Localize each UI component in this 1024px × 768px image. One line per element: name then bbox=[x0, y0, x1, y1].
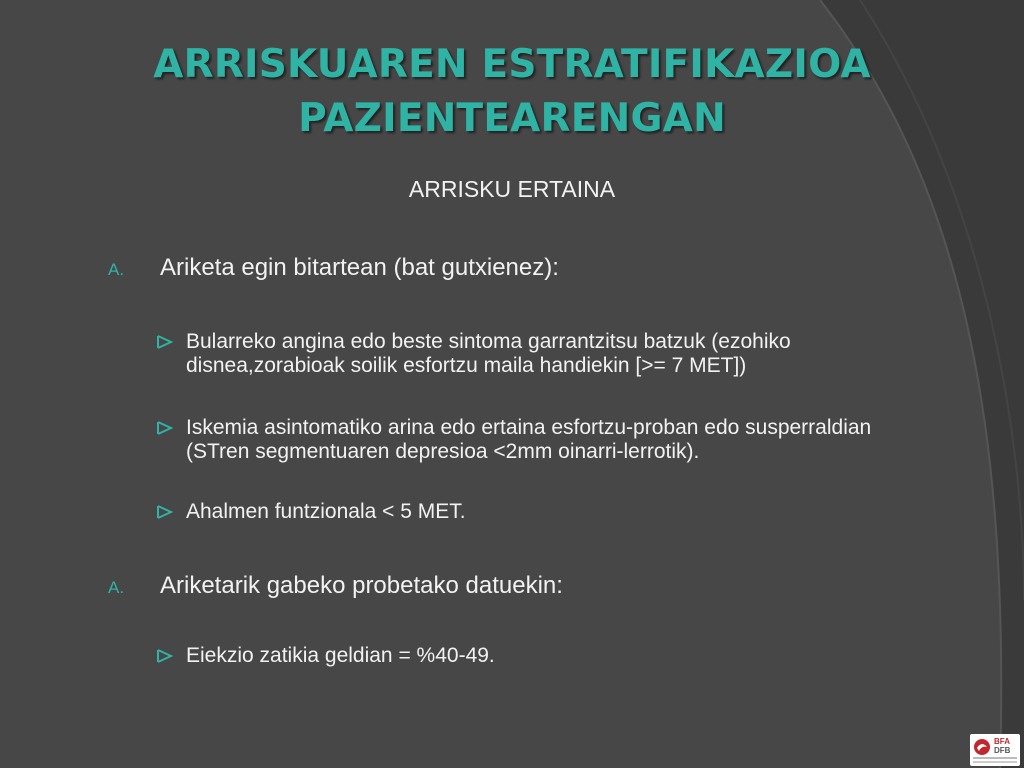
slide-subtitle: ARRISKU ERTAINA bbox=[408, 176, 616, 202]
list-item bbox=[156, 330, 936, 378]
section-a-heading-text: Ariketa egin bitartean (bat gutxienez): bbox=[160, 254, 559, 281]
arrow-bullet-icon bbox=[156, 420, 176, 436]
list-item bbox=[156, 500, 936, 524]
section-b-heading bbox=[108, 572, 563, 600]
list-marker: A. bbox=[108, 578, 125, 597]
logo-text-bfa: BFA bbox=[994, 737, 1010, 746]
bullet-text: Eiekzio zatikia geldian = %40-49. bbox=[186, 644, 495, 667]
title-line-2: PAZIENTEARENGAN bbox=[298, 96, 726, 141]
bullet-text: Ahalmen funtzionala < 5 MET. bbox=[186, 500, 466, 523]
title-line-1: ARRISKUAREN ESTRATIFIKAZIOA bbox=[153, 42, 871, 87]
section-b-heading-text: Ariketarik gabeko probetako datuekin: bbox=[160, 572, 563, 599]
bfa-logo bbox=[970, 734, 1020, 766]
arrow-bullet-icon bbox=[156, 504, 176, 520]
bullet-text: Iskemia asintomatiko arina edo ertaina esfortzu-proban edo susperraldian (STren segmentuaren depresioa <2mm oinarri-lerrotik). bbox=[186, 416, 872, 463]
list-item bbox=[156, 644, 936, 668]
list-item bbox=[156, 416, 936, 464]
bfa-logo-icon bbox=[973, 738, 991, 756]
arrow-bullet-icon bbox=[156, 648, 176, 664]
logo-text-dfb: DFB bbox=[994, 746, 1011, 755]
logo-fine-print bbox=[973, 761, 1017, 763]
bullet-text: Bularreko angina edo beste sintoma garrantzitsu batzuk (ezohiko disnea,zorabioak soilik esfortzu maila handiekin [>= 7 MET]) bbox=[186, 330, 791, 377]
logo-fine-print bbox=[973, 757, 1017, 759]
section-a-heading bbox=[108, 254, 559, 282]
slide-title bbox=[60, 38, 964, 146]
arrow-bullet-icon bbox=[156, 334, 176, 350]
list-marker: A. bbox=[108, 260, 125, 279]
